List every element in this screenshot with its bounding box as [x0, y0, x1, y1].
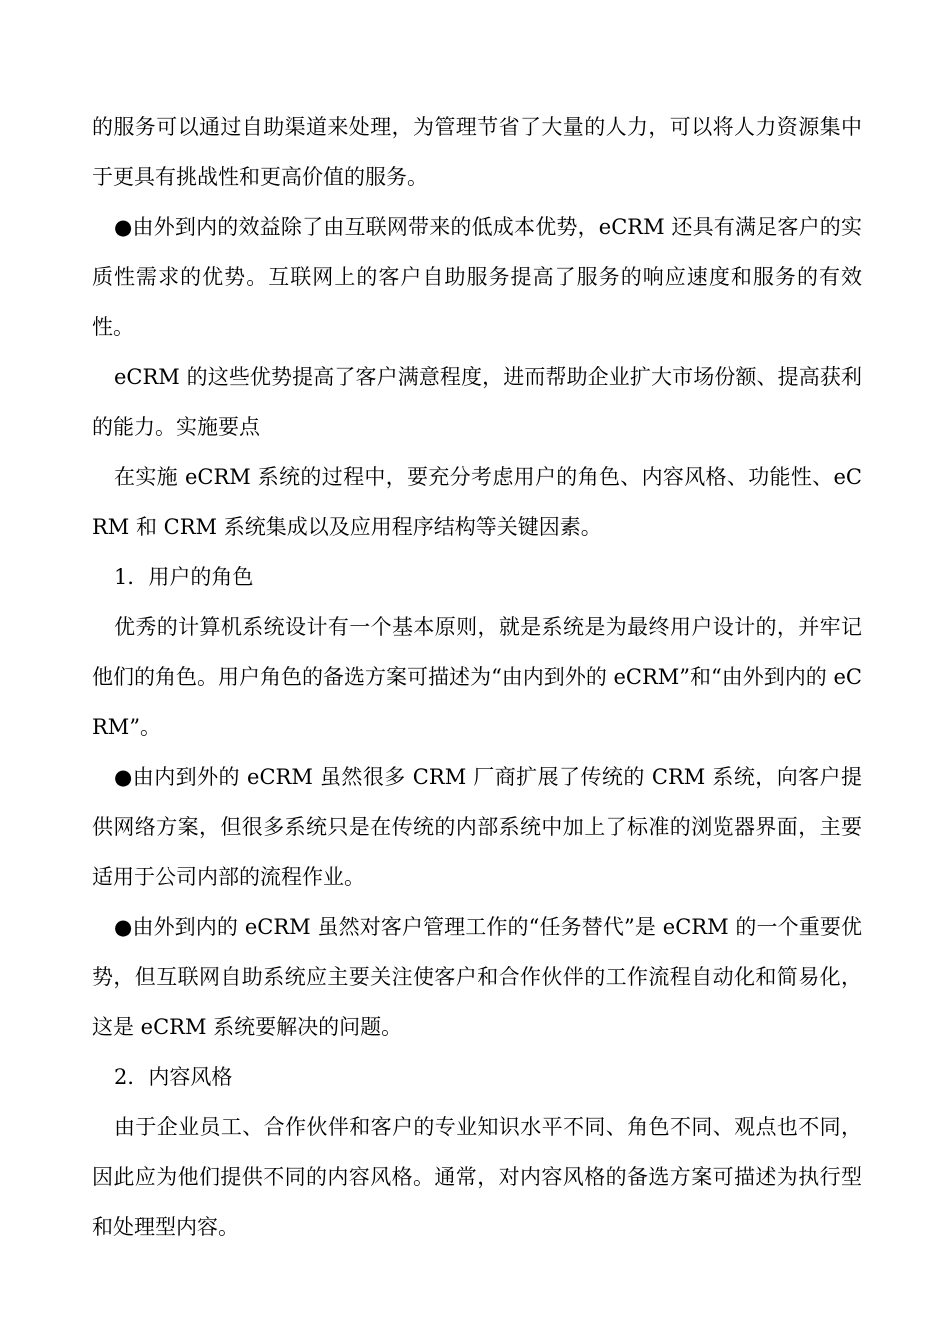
paragraph-implementation: 在实施 eCRM 系统的过程中，要充分考虑用户的角色、内容风格、功能性、eCRM 和 CRM 系统集成以及应用程序结构等关键因素。: [92, 465, 862, 539]
paragraph-inside-out: ●由内到外的 eCRM 虽然很多 CRM 厂商扩展了传统的 CRM 系统，向客户提供网络方案，但很多系统只是在传统的内部系统中加上了标准的浏览器界面，主要适用于公司内部的流程作业。: [92, 765, 862, 889]
paragraph-user-roles: 优秀的计算机系统设计有一个基本原则，就是系统是为最终用户设计的，并牢记他们的角色。用户角色的备选方案可描述为“由内到外的 eCRM”和“由外到内的 eCRM”。: [92, 615, 862, 739]
section-heading-user-roles: 1．用户的角色: [114, 565, 254, 589]
paragraph-outside-in-benefit: ●由外到内的效益除了由互联网带来的低成本优势，eCRM 还具有满足客户的实质性需求的优势。互联网上的客户自助服务提高了服务的响应速度和服务的有效性。: [92, 215, 862, 339]
section-heading-content-style: 2．内容风格: [114, 1065, 233, 1089]
document-body: [92, 102, 862, 1252]
paragraph-ecrm-advantages: eCRM 的这些优势提高了客户满意程度，进而帮助企业扩大市场份额、提高获利的能力。实施要点: [92, 365, 862, 439]
paragraph-content-style: 由于企业员工、合作伙伴和客户的专业知识水平不同、角色不同、观点也不同，因此应为他们提供不同的内容风格。通常，对内容风格的备选方案可描述为执行型和处理型内容。: [92, 1115, 862, 1239]
paragraph-continuation: 的服务可以通过自助渠道来处理，为管理节省了大量的人力，可以将人力资源集中于更具有挑战性和更高价值的服务。: [92, 115, 862, 189]
paragraph-outside-in: ●由外到内的 eCRM 虽然对客户管理工作的“任务替代”是 eCRM 的一个重要优势，但互联网自助系统应主要关注使客户和合作伙伴的工作流程自动化和简易化，这是 eCRM 系统要解决的问题。: [92, 915, 862, 1039]
